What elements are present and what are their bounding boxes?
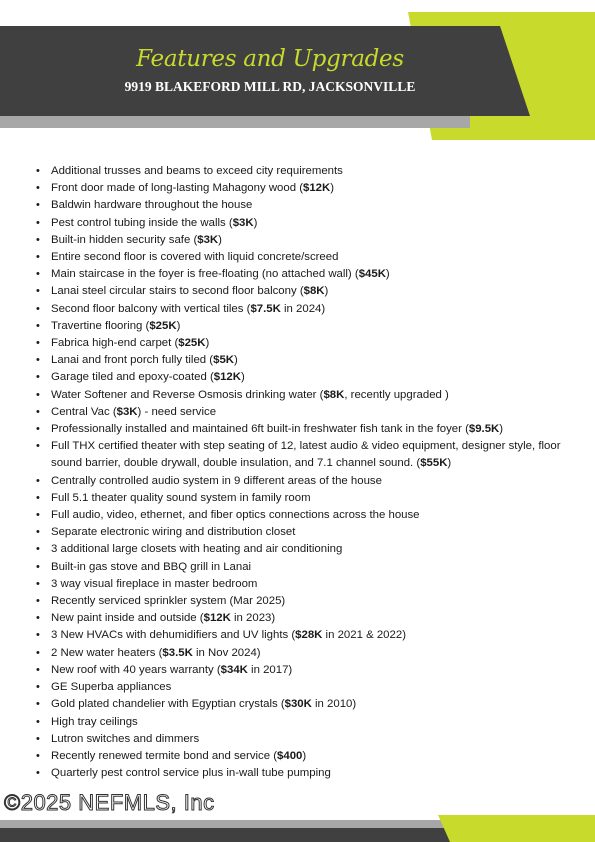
feature-item [34,369,574,386]
feature-item [34,765,574,782]
feature-text: New paint inside and outside ( [51,612,204,625]
feature-item [34,748,574,765]
feature-text: Additional trusses and beams to exceed city requirements [51,165,343,177]
property-address: 9919 BLAKEFORD MILL RD, JACKSONVILLE [124,79,416,94]
feature-item [34,627,574,644]
feature-text: ) [499,423,504,436]
feature-price: $3K [116,405,138,418]
feature-text: 2 New water heaters ( [51,646,163,659]
feature-item [34,645,574,662]
feature-text: ) [385,268,390,281]
feature-item [34,421,574,438]
feature-price: $400 [277,749,303,762]
feature-item [34,576,574,593]
feature-text: New roof with 40 years warranty ( [51,663,221,676]
feature-item [34,180,574,197]
feature-text: Professionally installed and maintained 6ft built-in freshwater fish tank in the foyer ( [51,423,469,436]
feature-item [34,266,574,283]
feature-text: Baldwin hardware throughout the house [51,199,253,212]
feature-text: Travertine flooring ( [51,319,150,332]
feature-text: Lanai steel circular stairs to second floor balcony ( [51,285,304,298]
feature-item [34,438,574,472]
feature-text: Built-in hidden security safe ( [51,233,198,246]
feature-item [34,593,574,610]
feature-text: in 2024) [280,302,326,315]
feature-price: $12K [203,612,231,625]
feature-price: $25K [178,337,206,350]
feature-item [34,662,574,679]
feature-text: ) [330,182,335,195]
feature-item [34,215,574,232]
feature-text: High tray ceilings [51,715,138,728]
feature-item [34,352,574,369]
feature-text: GE Superba appliances [51,681,172,694]
feature-item [34,197,574,214]
feature-text: Built-in gas stove and BBQ grill in Lanai [51,560,252,573]
feature-text: ) [218,233,222,246]
feature-price: $55K [420,457,448,470]
feature-text: ) [176,319,181,332]
feature-price: $45K [358,268,386,281]
feature-text: Recently renewed termite bond and service ( [51,749,278,762]
feature-text: ) [240,371,245,384]
feature-text: ) [205,337,210,350]
feature-price: $3K [232,216,254,229]
feature-text: Pest control tubing inside the walls ( [51,216,233,229]
feature-text: Main staircase in the foyer is free-floating (no attached wall) ( [51,268,359,281]
feature-text: Centrally controlled audio system in 9 different areas of the house [51,474,382,487]
feature-price: $34K [220,663,248,676]
footer-lime-accent [0,815,595,842]
feature-text: , recently upgraded ) [344,388,449,401]
feature-price: $5K [213,354,235,367]
feature-item [34,404,574,421]
header-gray-stripe [0,116,470,128]
feature-text: Full 5.1 theater quality sound system in family room [51,491,311,504]
feature-text: ) - need service [137,405,217,418]
feature-text: Water Softener and Reverse Osmosis drinking water ( [51,388,324,401]
feature-text: Central Vac ( [51,405,117,418]
feature-text: Recently serviced sprinkler system (Mar 2025) [51,595,286,608]
feature-text: ) [302,749,307,762]
feature-price: $7.5K [250,302,281,315]
feature-price: $28K [295,629,323,642]
feature-text: ) [447,457,452,470]
features-list [34,163,574,782]
feature-item [34,249,574,266]
feature-item [34,490,574,507]
feature-item [34,387,574,404]
feature-text: 3 way visual fireplace in master bedroom [51,577,258,590]
feature-text: Full THX certified theater with step seating of 12, latest audio & video equipment, designer style, floor sound barrier, double drywall, double insulation, and 7.1 channel sound. ( [51,440,561,470]
feature-price: $9.5K [468,423,500,436]
feature-item [34,283,574,300]
feature-item [34,163,574,180]
copyright-watermark: ©2025 NEFMLS, Inc [4,790,215,815]
feature-item [34,473,574,490]
feature-price: $8K [303,285,325,298]
feature-text: ) [324,285,329,298]
feature-item [34,335,574,352]
feature-item [34,610,574,627]
feature-text: Quarterly pest control service plus in-wall tube pumping [51,767,331,780]
feature-text: Lutron switches and dimmers [51,732,200,745]
feature-text: Fabrica high-end carpet ( [51,337,179,350]
feature-text: Entire second floor is covered with liquid concrete/screed [51,251,339,264]
feature-item [34,301,574,318]
feature-text: Full audio, video, ethernet, and fiber optics connections across the house [51,509,420,522]
feature-text: 3 additional large closets with heating and air conditioning [51,543,343,556]
feature-item [34,541,574,558]
feature-price: $3K [197,233,219,246]
feature-text: in 2023) [230,612,276,625]
feature-price: $8K [323,388,345,401]
feature-text: Separate electronic wiring and distribution closet [51,526,296,539]
feature-text: Front door made of long-lasting Mahagony wood ( [51,182,304,195]
feature-text: in 2010) [311,698,357,711]
feature-price: $3.5K [162,646,193,659]
feature-price: $12K [303,182,331,195]
page-title: Features and Upgrades [136,46,404,72]
feature-item [34,731,574,748]
feature-price: $25K [149,319,177,332]
feature-text: Second floor balcony with vertical tiles ( [51,302,251,315]
feature-text: in 2017) [247,663,293,676]
feature-item [34,714,574,731]
feature-item [34,232,574,249]
feature-item [34,696,574,713]
feature-item [34,507,574,524]
feature-text: Gold plated chandelier with Egyptian crystals ( [51,698,285,711]
feature-text: in 2021 & 2022) [322,629,406,642]
feature-item [34,524,574,541]
feature-item [34,559,574,576]
feature-price: $12K [213,371,241,384]
feature-text: 3 New HVACs with dehumidifiers and UV lights ( [51,629,296,642]
feature-text: ) [234,354,238,367]
feature-text: Lanai and front porch fully tiled ( [51,354,214,367]
feature-text: ) [253,216,258,229]
feature-text: in Nov 2024) [192,646,261,659]
feature-text: Garage tiled and epoxy-coated ( [51,371,214,384]
feature-item [34,679,574,696]
feature-price: $30K [284,698,312,711]
feature-item [34,318,574,335]
